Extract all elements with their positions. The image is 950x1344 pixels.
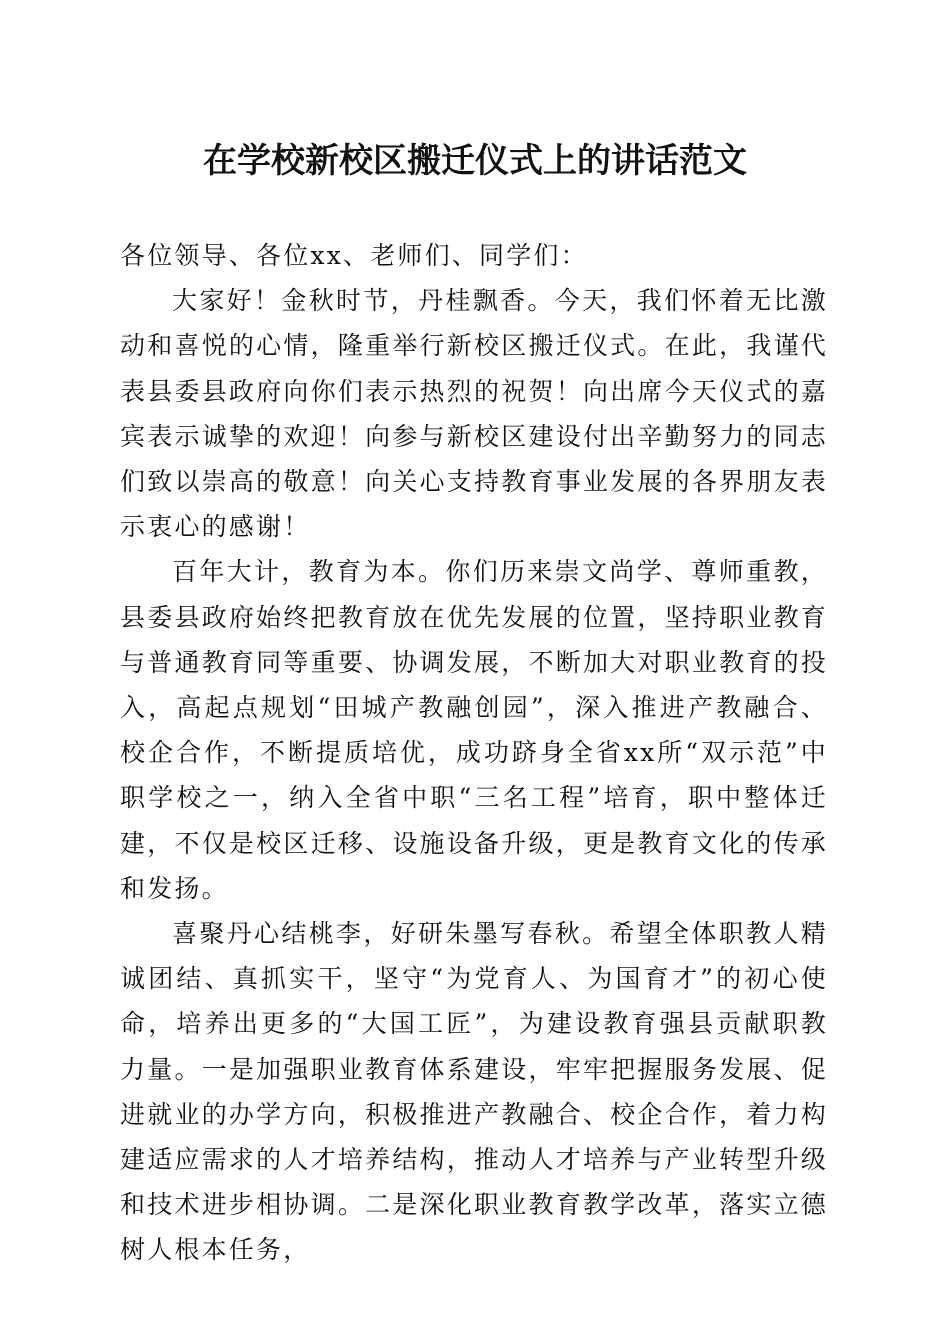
salutation: 各位领导、各位xx、老师们、同学们： xyxy=(120,241,588,270)
paragraph-expectations: 喜聚丹心结桃李，好研朱墨写春秋。希望全体职教人精诚团结、真抓实干，坚守“为党育人、为国育才”的初心使命，培养出更多的“大国工匠”，为建设教育强县贡献职教力量。一是加强职业教育体系建设，牢牢把握服务发展、促进就业的办学方向，积极推进产教融合、校企合作，着力构建适应需求的人才培养结构，推动人才培养与产业转型升级和技术进步相协调。二是深化职业教育教学改革，落实立德树人根本任务， xyxy=(120,919,828,1265)
document-body xyxy=(120,233,828,1273)
paragraph-education-foundation: 百年大计，教育为本。你们历来崇文尚学、尊师重教，县委县政府始终把教育放在优先发展的位置，坚持职业教育与普通教育同等重要、协调发展，不断加大对职业教育的投入，高起点规划“田城产教融创园”，深入推进产教融合、校企合作，不断提质培优，成功跻身全省xx所“双示范”中职学校之一，纳入全省中职“三名工程”培育，职中整体迁建，不仅是校区迁移、设施设备升级，更是教育文化的传承和发扬。 xyxy=(120,557,828,903)
paragraph-greeting: 大家好！金秋时节，丹桂飘香。今天，我们怀着无比激动和喜悦的心情，隆重举行新校区搬迁仪式。在此，我谨代表县委县政府向你们表示热烈的祝贺！向出席今天仪式的嘉宾表示诚挚的欢迎！向参与新校区建设付出辛勤努力的同志们致以崇高的敬意！向关心支持教育事业发展的各界朋友表示衷心的感谢！ xyxy=(120,286,828,542)
page-title: 在学校新校区搬迁仪式上的讲话范文 xyxy=(203,141,747,181)
